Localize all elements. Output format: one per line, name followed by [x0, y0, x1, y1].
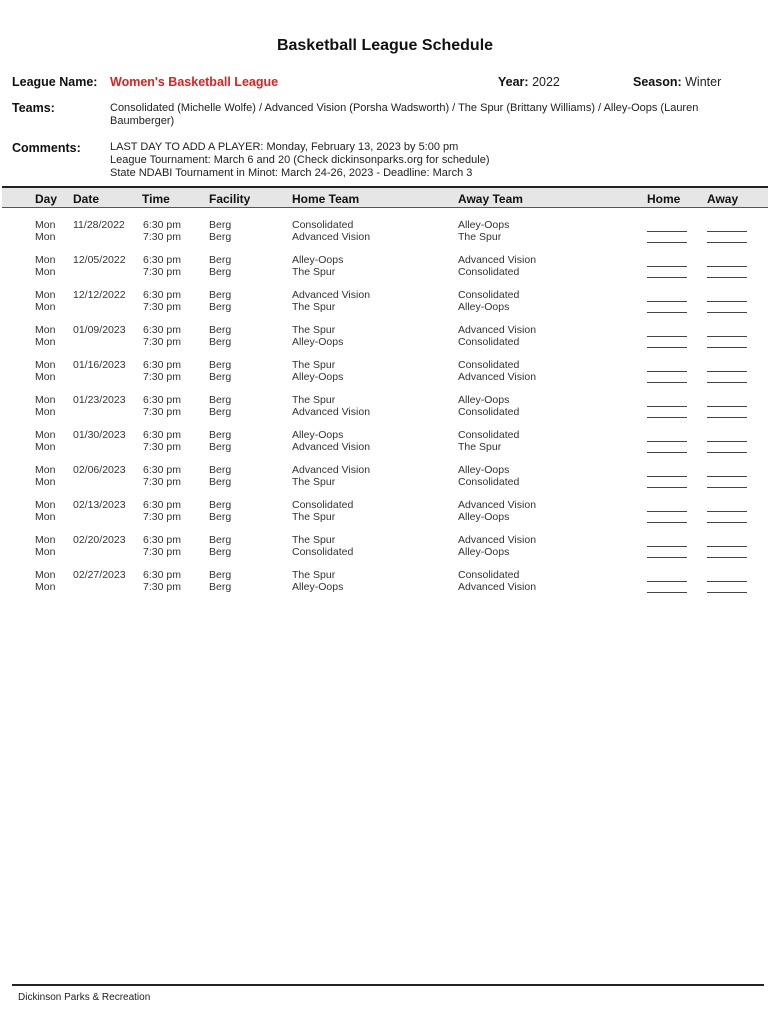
away-score-blank[interactable] — [707, 255, 747, 267]
page-title: Basketball League Schedule — [276, 37, 494, 54]
home-team-cell: Advanced Vision — [292, 230, 371, 243]
date-cell: 01/16/2023 — [73, 359, 126, 371]
table-row — [0, 325, 770, 360]
away-team-cell: Advanced Vision — [458, 534, 537, 546]
away-team-cell: Alley-Oops — [458, 219, 510, 231]
table-row — [0, 360, 770, 395]
home-team-cell: Alley-Oops — [292, 429, 344, 441]
home-team-cell: Advanced Vision — [292, 405, 371, 418]
home-score-blank[interactable] — [647, 500, 687, 512]
facility-cell: Berg — [209, 370, 232, 383]
league-name-label-text: League Name: — [12, 75, 98, 89]
home-score-blank[interactable] — [647, 582, 687, 594]
day-cell: Mon — [35, 265, 56, 278]
column-header-facility: Facility — [209, 192, 251, 206]
year-label: Year: — [498, 75, 529, 89]
away-team-cell: Consolidated — [458, 405, 520, 418]
comments-block — [110, 141, 750, 180]
day-cell: Mon — [35, 359, 56, 371]
table-row — [0, 430, 770, 465]
facility-cell: Berg — [209, 429, 232, 441]
season-field — [633, 75, 721, 89]
facility-cell: Berg — [209, 265, 232, 278]
home-team-cell: The Spur — [292, 324, 336, 336]
time-cell: 6:30 pm — [143, 464, 181, 476]
facility-cell: Berg — [209, 219, 232, 231]
away-team-cell: Consolidated — [458, 289, 520, 301]
away-team-cell: Alley-Oops — [458, 394, 510, 406]
time-cell: 7:30 pm — [143, 475, 181, 488]
home-team-cell: Consolidated — [292, 545, 354, 558]
date-cell: 01/09/2023 — [73, 324, 126, 336]
date-cell: 12/05/2022 — [73, 254, 126, 266]
away-team-cell: The Spur — [458, 440, 502, 453]
time-cell: 7:30 pm — [143, 335, 181, 348]
away-team-cell: Alley-Oops — [458, 464, 510, 476]
time-cell: 6:30 pm — [143, 289, 181, 301]
home-score-blank[interactable] — [647, 535, 687, 547]
away-score-blank[interactable] — [707, 465, 747, 477]
day-cell: Mon — [35, 300, 56, 313]
home-team-cell: The Spur — [292, 359, 336, 371]
away-team-cell: Consolidated — [458, 429, 520, 441]
home-team-cell: Advanced Vision — [292, 289, 371, 301]
facility-cell: Berg — [209, 510, 232, 523]
away-team-cell: Advanced Vision — [458, 324, 537, 336]
facility-cell: Berg — [209, 534, 232, 546]
away-score-blank[interactable] — [707, 500, 747, 512]
facility-cell: Berg — [209, 580, 232, 593]
home-score-blank[interactable] — [647, 325, 687, 337]
home-team-cell: The Spur — [292, 569, 336, 581]
time-cell: 7:30 pm — [143, 545, 181, 558]
comments-label: Comments: — [12, 141, 81, 155]
home-score-blank[interactable] — [647, 395, 687, 407]
date-cell: 11/28/2022 — [73, 219, 125, 231]
away-score-blank[interactable] — [707, 302, 747, 314]
day-cell: Mon — [35, 545, 56, 558]
away-team-cell: Advanced Vision — [458, 254, 537, 266]
away-team-cell: Advanced Vision — [458, 580, 537, 593]
home-team-cell: Consolidated — [292, 499, 354, 511]
day-cell: Mon — [35, 324, 56, 336]
facility-cell: Berg — [209, 324, 232, 336]
teams-label-wrap — [12, 101, 55, 115]
facility-cell: Berg — [209, 300, 232, 313]
home-score-blank[interactable] — [647, 547, 687, 559]
facility-cell: Berg — [209, 335, 232, 348]
home-score-blank[interactable] — [647, 465, 687, 477]
table-row — [0, 290, 770, 325]
facility-cell: Berg — [209, 359, 232, 371]
teams-list: Consolidated (Michelle Wolfe) / Advanced Vision (Porsha Wadsworth) / The Spur (Brittany Williams) / Alley-Oops (Lauren Baumberger) — [110, 102, 699, 127]
away-score-blank[interactable] — [707, 547, 747, 559]
time-cell: 7:30 pm — [143, 580, 181, 593]
date-cell: 02/13/2023 — [73, 499, 126, 511]
away-score-blank[interactable] — [707, 290, 747, 302]
column-header-date: Date — [73, 192, 100, 206]
column-header-home-score: Home — [647, 192, 681, 206]
league-name: Women's Basketball League — [110, 75, 279, 89]
home-team-cell: The Spur — [292, 394, 336, 406]
away-team-cell: Alley-Oops — [458, 545, 510, 558]
away-team-cell: Advanced Vision — [458, 370, 537, 383]
home-score-blank[interactable] — [647, 302, 687, 314]
away-score-blank[interactable] — [707, 407, 747, 419]
time-cell: 7:30 pm — [143, 405, 181, 418]
table-row — [0, 220, 770, 255]
away-score-blank[interactable] — [707, 372, 747, 384]
away-score-blank[interactable] — [707, 337, 747, 349]
date-cell: 02/06/2023 — [73, 464, 126, 476]
away-score-blank[interactable] — [707, 512, 747, 524]
away-team-cell: Consolidated — [458, 335, 520, 348]
footer-organization: Dickinson Parks & Recreation — [18, 992, 151, 1003]
time-cell: 6:30 pm — [143, 219, 181, 231]
schedule-table-header — [2, 186, 768, 208]
day-cell: Mon — [35, 254, 56, 266]
date-cell: 02/20/2023 — [73, 534, 126, 546]
home-team-cell: Advanced Vision — [292, 440, 371, 453]
home-score-blank[interactable] — [647, 290, 687, 302]
column-header-away-team: Away Team — [458, 192, 523, 206]
away-team-cell: Consolidated — [458, 569, 520, 581]
time-cell: 6:30 pm — [143, 534, 181, 546]
facility-cell: Berg — [209, 499, 232, 511]
time-cell: 6:30 pm — [143, 359, 181, 371]
table-row — [0, 535, 770, 570]
footer-divider — [12, 984, 764, 986]
home-team-cell: Alley-Oops — [292, 370, 344, 383]
home-score-blank[interactable] — [647, 255, 687, 267]
facility-cell: Berg — [209, 394, 232, 406]
home-score-blank[interactable] — [647, 372, 687, 384]
time-cell: 6:30 pm — [143, 324, 181, 336]
home-team-cell: Consolidated — [292, 219, 354, 231]
home-score-blank[interactable] — [647, 442, 687, 454]
time-cell: 7:30 pm — [143, 265, 181, 278]
home-score-blank[interactable] — [647, 477, 687, 489]
facility-cell: Berg — [209, 569, 232, 581]
away-score-blank[interactable] — [707, 267, 747, 279]
day-cell: Mon — [35, 405, 56, 418]
time-cell: 7:30 pm — [143, 440, 181, 453]
home-score-blank[interactable] — [647, 232, 687, 244]
time-cell: 6:30 pm — [143, 254, 181, 266]
home-score-blank[interactable] — [647, 570, 687, 582]
away-score-blank[interactable] — [707, 395, 747, 407]
comment-line: State NDABI Tournament in Minot: March 24-26, 2023 - Deadline: March 3 — [110, 167, 473, 179]
time-cell: 7:30 pm — [143, 300, 181, 313]
home-team-cell: The Spur — [292, 475, 336, 488]
comment-line: LAST DAY TO ADD A PLAYER: Monday, February 13, 2023 by 5:00 pm — [110, 141, 459, 153]
day-cell: Mon — [35, 499, 56, 511]
time-cell: 6:30 pm — [143, 499, 181, 511]
home-team-cell: The Spur — [292, 265, 336, 278]
home-score-blank[interactable] — [647, 267, 687, 279]
home-team-cell: The Spur — [292, 534, 336, 546]
day-cell: Mon — [35, 335, 56, 348]
facility-cell: Berg — [209, 230, 232, 243]
away-team-cell: Alley-Oops — [458, 510, 510, 523]
date-cell: 02/27/2023 — [73, 569, 126, 581]
facility-cell: Berg — [209, 289, 232, 301]
facility-cell: Berg — [209, 440, 232, 453]
away-score-blank[interactable] — [707, 535, 747, 547]
home-team-cell: Alley-Oops — [292, 580, 344, 593]
home-team-cell: The Spur — [292, 300, 336, 313]
facility-cell: Berg — [209, 464, 232, 476]
home-team-cell: Advanced Vision — [292, 464, 371, 476]
facility-cell: Berg — [209, 475, 232, 488]
away-score-blank[interactable] — [707, 430, 747, 442]
day-cell: Mon — [35, 569, 56, 581]
away-score-blank[interactable] — [707, 477, 747, 489]
away-score-blank[interactable] — [707, 582, 747, 594]
date-cell: 01/23/2023 — [73, 394, 126, 406]
home-team-cell: Alley-Oops — [292, 335, 344, 348]
facility-cell: Berg — [209, 405, 232, 418]
table-row — [0, 570, 770, 605]
day-cell: Mon — [35, 370, 56, 383]
season-label: Season: — [633, 75, 682, 89]
day-cell: Mon — [35, 510, 56, 523]
teams-label: Teams: — [12, 101, 55, 115]
date-cell: 01/30/2023 — [73, 429, 126, 441]
home-score-blank[interactable] — [647, 407, 687, 419]
away-score-blank[interactable] — [707, 442, 747, 454]
year-field — [498, 75, 560, 89]
away-team-cell: Consolidated — [458, 265, 520, 278]
day-cell: Mon — [35, 534, 56, 546]
day-cell: Mon — [35, 219, 56, 231]
year-value: 2022 — [532, 75, 560, 89]
away-score-blank[interactable] — [707, 325, 747, 337]
time-cell: 7:30 pm — [143, 370, 181, 383]
day-cell: Mon — [35, 464, 56, 476]
away-score-blank[interactable] — [707, 570, 747, 582]
season-value: Winter — [685, 75, 722, 89]
home-score-blank[interactable] — [647, 337, 687, 349]
day-cell: Mon — [35, 580, 56, 593]
facility-cell: Berg — [209, 254, 232, 266]
away-team-cell: Advanced Vision — [458, 499, 537, 511]
comment-line: League Tournament: March 6 and 20 (Check dickinsonparks.org for schedule) — [110, 154, 490, 166]
time-cell: 6:30 pm — [143, 429, 181, 441]
table-row — [0, 395, 770, 430]
day-cell: Mon — [35, 475, 56, 488]
column-header-time: Time — [142, 192, 170, 206]
time-cell: 6:30 pm — [143, 394, 181, 406]
away-team-cell: Alley-Oops — [458, 300, 510, 313]
home-team-cell: Alley-Oops — [292, 254, 344, 266]
table-row — [0, 465, 770, 500]
away-team-cell: Consolidated — [458, 475, 520, 488]
day-cell: Mon — [35, 230, 56, 243]
home-score-blank[interactable] — [647, 360, 687, 372]
home-score-blank[interactable] — [647, 220, 687, 232]
day-cell: Mon — [35, 394, 56, 406]
home-score-blank[interactable] — [647, 512, 687, 524]
away-score-blank[interactable] — [707, 232, 747, 244]
time-cell: 6:30 pm — [143, 569, 181, 581]
column-header-home-team: Home Team — [292, 192, 360, 206]
facility-cell: Berg — [209, 545, 232, 558]
table-row — [0, 255, 770, 290]
comments-label-wrap — [12, 141, 81, 155]
column-header-day: Day — [35, 192, 58, 206]
away-team-cell: The Spur — [458, 230, 502, 243]
column-header-away-score: Away — [707, 192, 739, 206]
day-cell: Mon — [35, 289, 56, 301]
time-cell: 7:30 pm — [143, 230, 181, 243]
day-cell: Mon — [35, 440, 56, 453]
away-team-cell: Consolidated — [458, 359, 520, 371]
away-score-blank[interactable] — [707, 220, 747, 232]
home-team-cell: The Spur — [292, 510, 336, 523]
league-name-label — [12, 75, 97, 89]
table-row — [0, 500, 770, 535]
home-score-blank[interactable] — [647, 430, 687, 442]
time-cell: 7:30 pm — [143, 510, 181, 523]
date-cell: 12/12/2022 — [73, 289, 126, 301]
day-cell: Mon — [35, 429, 56, 441]
away-score-blank[interactable] — [707, 360, 747, 372]
